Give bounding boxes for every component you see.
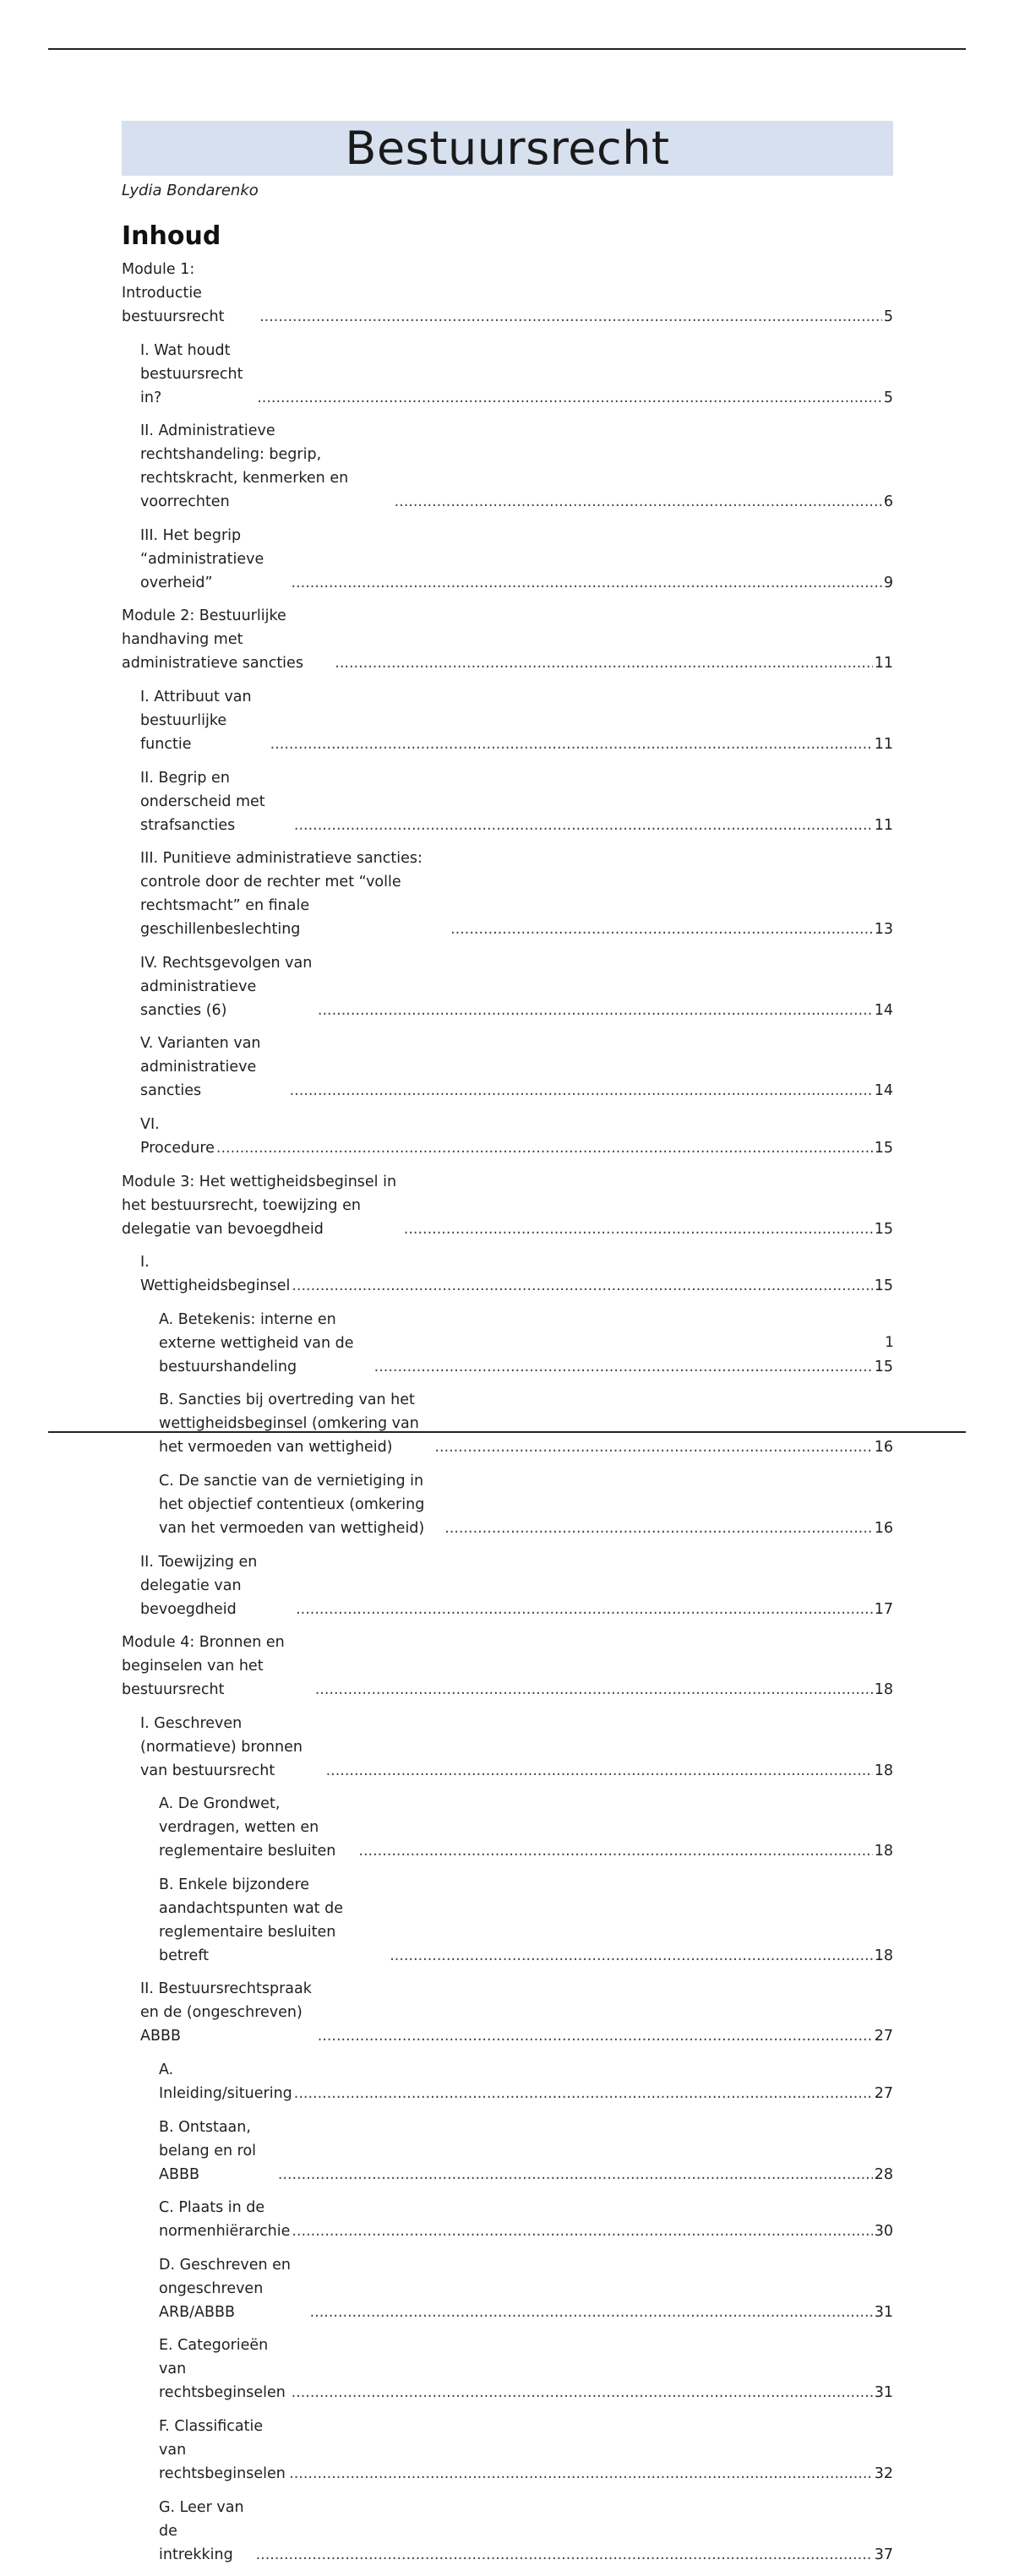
toc-entry-title: Module 4: Bronnen en beginselen van het bestuursrecht [122, 1634, 285, 1699]
toc-entry[interactable] [122, 685, 893, 756]
toc-entry-page: 18 [874, 1762, 893, 1779]
toc-entry-page: 28 [874, 2165, 893, 2183]
toc-entry[interactable] [122, 2334, 893, 2404]
toc-entry[interactable] [122, 1977, 893, 2048]
toc-entry-page: 13 [874, 921, 893, 939]
document-body [122, 121, 893, 2576]
toc-entry-page: 11 [874, 655, 893, 673]
toc-entry-page: 31 [874, 2303, 893, 2321]
toc-dot-leader [390, 1944, 873, 1968]
toc-entry[interactable] [122, 2196, 893, 2243]
toc-entry[interactable] [122, 1250, 893, 1298]
toc-entry-title: Module 3: Het wettigheidsbeginsel in het bestuursrecht, toewijzing en delegatie van bevoegdheid [122, 1173, 397, 1238]
toc-dot-leader [310, 2301, 873, 2324]
toc-entry-page: 32 [874, 2465, 893, 2483]
toc-entry-page: 16 [874, 1519, 893, 1537]
toc-entry-title: I. Attribuut van bestuurlijke functie [140, 688, 252, 753]
toc-entry[interactable] [122, 847, 893, 941]
toc-entry-title: II. Administratieve rechtshandeling: begrip, rechtskracht, kenmerken en voorrechten [140, 422, 349, 511]
document-author: Lydia Bondarenko [122, 182, 259, 199]
toc-entry[interactable] [122, 339, 893, 410]
toc-dot-leader [444, 1517, 872, 1540]
toc-dot-leader [256, 2543, 873, 2567]
toc-entry-page: 15 [874, 1220, 893, 1238]
toc-entry-page: 14 [874, 1001, 893, 1019]
toc-entry-title: Module 1: Introductie bestuursrecht [122, 261, 225, 325]
toc-entry[interactable] [122, 2496, 893, 2567]
toc-entry-page: 11 [874, 816, 893, 834]
toc-entry[interactable] [122, 258, 893, 329]
toc-entry-title: C. Plaats in de normenhiërarchie [159, 2199, 291, 2241]
toc-entry-title: II. Toewijzing en delegatie van bevoegdheid [140, 1553, 258, 1618]
toc-entry-page: 9 [883, 574, 893, 591]
toc-dot-leader [216, 1136, 873, 1160]
toc-dot-leader [395, 490, 882, 514]
toc-entry-title: A. De Grondwet, verdragen, wetten en reglementaire besluiten [159, 1795, 336, 1860]
toc-entry[interactable] [122, 1792, 893, 1863]
toc-entry[interactable] [122, 2058, 893, 2105]
toc-entry-page: 15 [874, 1358, 893, 1375]
toc-entry[interactable] [122, 2253, 893, 2324]
toc-entry-page: 17 [874, 1600, 893, 1618]
toc-entry[interactable] [122, 1550, 893, 1621]
toc-dot-leader [292, 2219, 872, 2243]
toc-entry-title: D. Geschreven en ongeschreven ARB/ABBB [159, 2256, 291, 2321]
toc-entry[interactable] [122, 1873, 893, 1968]
toc-entry-title: II. Bestuursrechtspraak en de (ongeschreven) ABBB [140, 1980, 312, 2045]
toc-entry-title: F. Classificatie van rechtsbeginselen [159, 2418, 286, 2483]
footer-rule [48, 1431, 966, 1433]
toc-entry[interactable] [122, 1308, 893, 1379]
toc-entry-page: 37 [874, 2546, 893, 2563]
toc-dot-leader [278, 2163, 873, 2187]
toc-entry-page: 14 [874, 1082, 893, 1100]
toc-entry-page: 11 [874, 735, 893, 753]
toc-entry-title: A. Betekenis: interne en externe wettigheid van de bestuurshandeling [159, 1310, 354, 1375]
toc-dot-leader [326, 1759, 873, 1783]
table-of-contents [122, 258, 893, 2567]
toc-entry-title: III. Het begrip “administratieve overheid” [140, 526, 264, 591]
toc-entry-page: 18 [874, 1681, 893, 1699]
toc-entry[interactable] [122, 1113, 893, 1160]
toc-dot-leader [404, 1217, 873, 1241]
toc-dot-leader [296, 1598, 873, 1621]
toc-entry-page: 6 [883, 493, 893, 511]
header-rule [48, 48, 966, 50]
toc-dot-leader [318, 2024, 873, 2048]
toc-entry-page: 30 [874, 2223, 893, 2241]
toc-entry-page: 15 [874, 1277, 893, 1295]
toc-entry-page: 31 [874, 2384, 893, 2402]
title-band [122, 121, 893, 176]
toc-dot-leader [294, 2082, 873, 2105]
toc-dot-leader [335, 651, 872, 675]
toc-entry[interactable] [122, 2415, 893, 2486]
toc-entry-title: C. De sanctie van de vernietiging in het objectief contentieux (omkering van het vermoeden van wettigheid) [159, 1472, 425, 1537]
toc-entry-title: B. Sancties bij overtreding van het wettigheidsbeginsel (omkering van het vermoeden van wettigheid) [159, 1391, 419, 1457]
toc-entry[interactable] [122, 419, 893, 514]
toc-entry-title: G. Leer van de intrekking [159, 2498, 244, 2563]
toc-dot-leader [315, 1678, 873, 1702]
toc-entry[interactable] [122, 1032, 893, 1103]
toc-entry-page: 27 [874, 2085, 893, 2103]
page-number: 1 [885, 1334, 894, 1351]
toc-entry-title: I. Wat houdt bestuursrecht in? [140, 341, 243, 406]
toc-dot-leader [270, 732, 873, 756]
toc-dot-leader [450, 918, 873, 941]
toc-dot-leader [358, 1839, 872, 1863]
toc-dot-leader [292, 1274, 872, 1298]
toc-entry[interactable] [122, 1469, 893, 1540]
toc-entry-page: 15 [874, 1139, 893, 1157]
toc-dot-leader [318, 999, 873, 1022]
toc-entry-title: Module 2: Bestuurlijke handhaving met administratieve sancties [122, 607, 303, 673]
toc-entry-page: 5 [883, 308, 893, 325]
toc-entry[interactable] [122, 1388, 893, 1459]
toc-entry[interactable] [122, 1631, 893, 1702]
toc-entry-title: II. Begrip en onderscheid met strafsancties [140, 769, 265, 834]
toc-entry[interactable] [122, 604, 893, 675]
toc-entry-page: 16 [874, 1439, 893, 1457]
toc-entry-title: B. Enkele bijzondere aandachtspunten wat de reglementaire besluiten betreft [159, 1876, 343, 1964]
toc-entry-title: IV. Rechtsgevolgen van administratieve sancties (6) [140, 954, 313, 1019]
toc-dot-leader [290, 1079, 873, 1103]
toc-entry-page: 18 [874, 1947, 893, 1964]
toc-dot-leader [294, 814, 873, 837]
toc-heading: Inhoud [122, 221, 221, 251]
toc-entry[interactable] [122, 766, 893, 837]
toc-entry[interactable] [122, 951, 893, 1022]
toc-entry[interactable] [122, 524, 893, 595]
toc-dot-leader [289, 2462, 873, 2486]
toc-dot-leader [259, 305, 882, 329]
toc-entry-page: 27 [874, 2028, 893, 2045]
toc-dot-leader [434, 1435, 872, 1459]
toc-entry-page: 18 [874, 1843, 893, 1860]
toc-entry-title: V. Varianten van administratieve sancties [140, 1035, 261, 1100]
toc-entry[interactable] [122, 1170, 893, 1241]
toc-entry-title: A. Inleiding/situering [159, 2061, 292, 2103]
toc-dot-leader [291, 571, 881, 595]
toc-dot-leader [374, 1355, 873, 1379]
toc-entry-title: VI. Procedure [140, 1115, 215, 1157]
toc-dot-leader [257, 386, 882, 410]
toc-entry-page: 5 [883, 389, 893, 406]
toc-entry-title: III. Punitieve administratieve sancties: controle door de rechter met “volle rechtsmacht” en finale geschillenbeslechting [140, 850, 422, 939]
toc-entry-title: B. Ontstaan, belang en rol ABBB [159, 2118, 257, 2183]
toc-entry[interactable] [122, 2116, 893, 2187]
document-title: Bestuursrecht [345, 121, 670, 175]
toc-entry-title: E. Categorieën van rechtsbeginselen [159, 2337, 286, 2402]
toc-entry-title: I. Wettigheidsbeginsel [140, 1254, 291, 1295]
toc-entry[interactable] [122, 1712, 893, 1783]
toc-entry-title: I. Geschreven (normatieve) bronnen van bestuursrecht [140, 1714, 303, 1779]
toc-dot-leader [292, 2381, 873, 2404]
